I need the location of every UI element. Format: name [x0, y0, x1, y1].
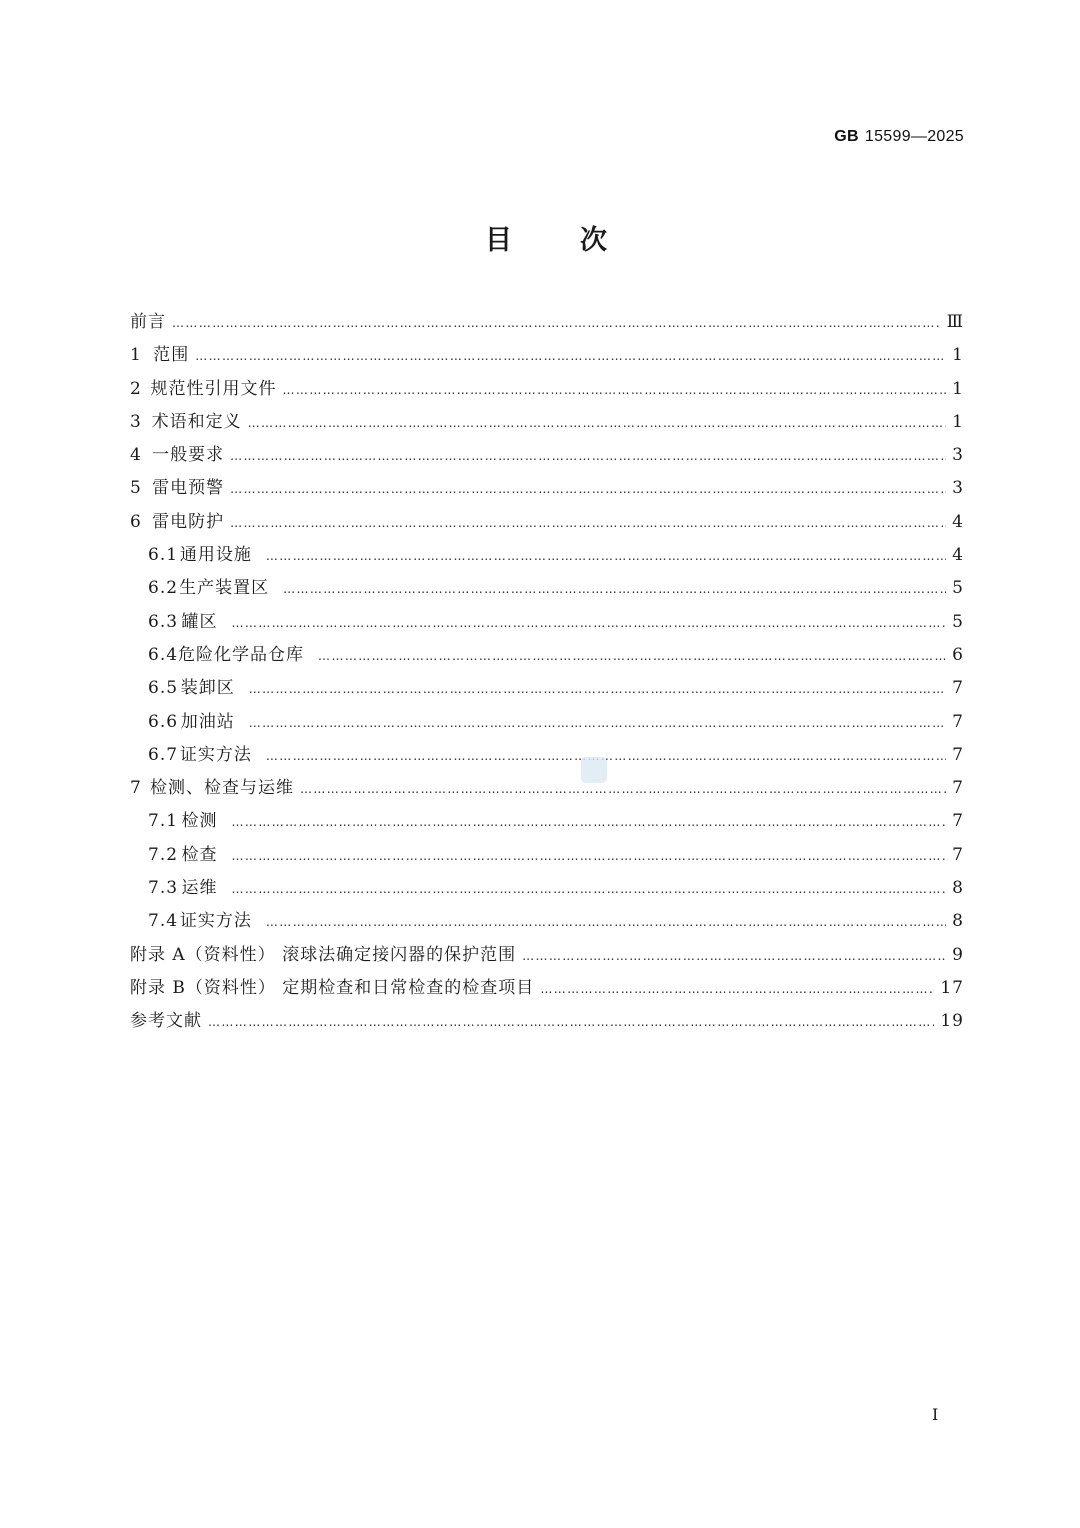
toc-leader-dots: [540, 973, 934, 1006]
toc-entry-page: 7: [952, 711, 964, 732]
toc-entry-page: 8: [952, 911, 964, 932]
toc-entry[interactable]: [130, 506, 964, 539]
toc-entry-page: 1: [952, 378, 964, 399]
toc-entry-page: 1: [952, 345, 964, 366]
toc-entry-number: 7: [130, 778, 142, 799]
toc-entry-number: 6.4: [148, 644, 179, 665]
toc-entry[interactable]: [130, 439, 964, 472]
toc-entry[interactable]: [130, 639, 964, 672]
toc-entry-page: 7: [952, 844, 964, 865]
toc-entry-page: 4: [952, 545, 964, 566]
toc-leader-dots: [230, 473, 946, 506]
toc-leader-dots: [318, 640, 946, 673]
toc-entry-label: 检测、检查与运维: [149, 778, 294, 799]
toc-leader-dots: [172, 307, 941, 340]
toc-entry-page: 6: [952, 644, 964, 665]
toc-entry-page: 8: [952, 878, 964, 899]
toc-entry-page: 7: [952, 744, 964, 765]
toc-entry-label: 加油站: [180, 711, 235, 732]
toc-leader-dots: [230, 440, 946, 473]
toc-entry-number: 6: [130, 511, 142, 532]
toc-leader-dots: [208, 1006, 934, 1039]
toc-entry-label: 前言: [130, 312, 166, 332]
toc-entry-label: 罐区: [181, 611, 218, 632]
toc-leader-dots: [232, 873, 946, 906]
toc-entry[interactable]: [130, 406, 964, 439]
toc-entry-page: 4: [952, 511, 964, 532]
toc-entry-page: 9: [952, 944, 964, 965]
toc-entry[interactable]: [130, 972, 964, 1005]
toc-leader-dots: [283, 374, 946, 407]
toc-entry-label: 通用设施: [179, 545, 252, 566]
toc-entry-number: 7.1: [148, 811, 179, 832]
toc-entry-number: 6.5: [148, 678, 179, 699]
toc-entry-label: 雷电预警: [152, 478, 225, 499]
toc-leader-dots: [195, 340, 946, 373]
toc-entry[interactable]: [130, 739, 964, 772]
toc-leader-dots: [248, 407, 946, 440]
toc-entry-page: 5: [952, 578, 964, 599]
toc-entry[interactable]: [130, 672, 964, 705]
toc-leader-dots: [232, 806, 946, 839]
toc-entry-page: 7: [952, 778, 964, 799]
toc-entry-number: 2: [130, 378, 142, 399]
toc-leader-dots: [232, 607, 946, 640]
toc-leader-dots: [266, 906, 946, 939]
toc-entry-label: 证实方法: [179, 911, 252, 932]
toc-entry[interactable]: [130, 472, 964, 505]
document-code: [834, 128, 964, 146]
toc-entry-number: 1: [130, 345, 142, 366]
title-char-2: 次: [580, 225, 607, 256]
toc-entry-page: 19: [940, 1011, 964, 1032]
toc-entry-label: 术语和定义: [151, 411, 242, 432]
toc-entry-number: 6.2: [148, 578, 179, 599]
toc-entry[interactable]: [130, 572, 964, 605]
toc-entry[interactable]: [130, 939, 964, 972]
toc-entry-number: 5: [130, 478, 142, 499]
standard-prefix: GB: [834, 128, 859, 145]
toc-entry-label: 规范性引用文件: [150, 378, 277, 399]
toc-entry-label: 危险化学品仓库: [178, 644, 305, 665]
toc-leader-dots: [232, 840, 946, 873]
watermark-stamp-icon: [581, 757, 607, 783]
standard-number: 15599—2025: [864, 128, 964, 145]
toc-leader-dots: [230, 507, 946, 540]
toc-leader-dots: [300, 773, 946, 806]
toc-entry-number: 6.6: [148, 711, 179, 732]
toc-entry-page: 5: [952, 611, 964, 632]
toc-entry[interactable]: [130, 839, 964, 872]
toc-entry-number: 7.4: [148, 911, 179, 932]
toc-entry[interactable]: [130, 339, 964, 372]
toc-entry[interactable]: [130, 373, 964, 406]
toc-entry[interactable]: [130, 905, 964, 938]
table-of-contents: [130, 306, 964, 1039]
toc-entry[interactable]: [130, 1005, 964, 1038]
toc-entry-page: 3: [952, 445, 964, 466]
toc-entry-page: 7: [952, 678, 964, 699]
toc-entry-label: 生产装置区: [179, 578, 270, 599]
toc-leader-dots: [249, 707, 946, 740]
toc-leader-dots: [249, 673, 946, 706]
toc-entry-page: 1: [952, 411, 964, 432]
toc-entry-label: 参考文献: [130, 1011, 202, 1032]
toc-entry-number: 7.2: [148, 844, 179, 865]
toc-entry[interactable]: [130, 772, 964, 805]
toc-leader-dots: [283, 573, 946, 606]
toc-entry[interactable]: [130, 606, 964, 639]
toc-entry-number: 3: [130, 411, 142, 432]
toc-entry[interactable]: [130, 306, 964, 339]
toc-entry[interactable]: [130, 539, 964, 572]
toc-entry-label: 附录 A（资料性） 滚球法确定接闪器的保护范围: [130, 944, 517, 965]
toc-leader-dots: [266, 540, 946, 573]
toc-entry-label: 雷电防护: [152, 511, 225, 532]
toc-entry-label: 一般要求: [152, 445, 225, 466]
page-title: [0, 218, 1080, 257]
toc-entry-label: 范围: [153, 345, 190, 366]
toc-entry[interactable]: [130, 872, 964, 905]
toc-entry-number: 6.7: [148, 744, 179, 765]
toc-entry[interactable]: [130, 706, 964, 739]
title-char-1: 目: [485, 225, 512, 256]
toc-entry-number: 6.3: [148, 611, 179, 632]
toc-entry-page: 7: [952, 811, 964, 832]
toc-leader-dots: [522, 940, 946, 973]
toc-entry-number: 6.1: [148, 545, 179, 566]
toc-entry-page: Ⅲ: [946, 312, 964, 332]
toc-entry[interactable]: [130, 805, 964, 838]
toc-entry-label: 附录 B（资料性） 定期检查和日常检查的检查项目: [130, 977, 535, 998]
toc-entry-label: 证实方法: [179, 744, 252, 765]
toc-entry-page: 3: [952, 478, 964, 499]
toc-entry-label: 运维: [181, 878, 218, 899]
page-number: I: [932, 1405, 939, 1424]
toc-entry-label: 检查: [181, 844, 218, 865]
toc-entry-label: 检测: [181, 811, 218, 832]
toc-entry-number: 4: [130, 445, 142, 466]
toc-entry-page: 17: [940, 977, 964, 998]
toc-entry-label: 装卸区: [180, 678, 235, 699]
toc-entry-number: 7.3: [148, 878, 179, 899]
